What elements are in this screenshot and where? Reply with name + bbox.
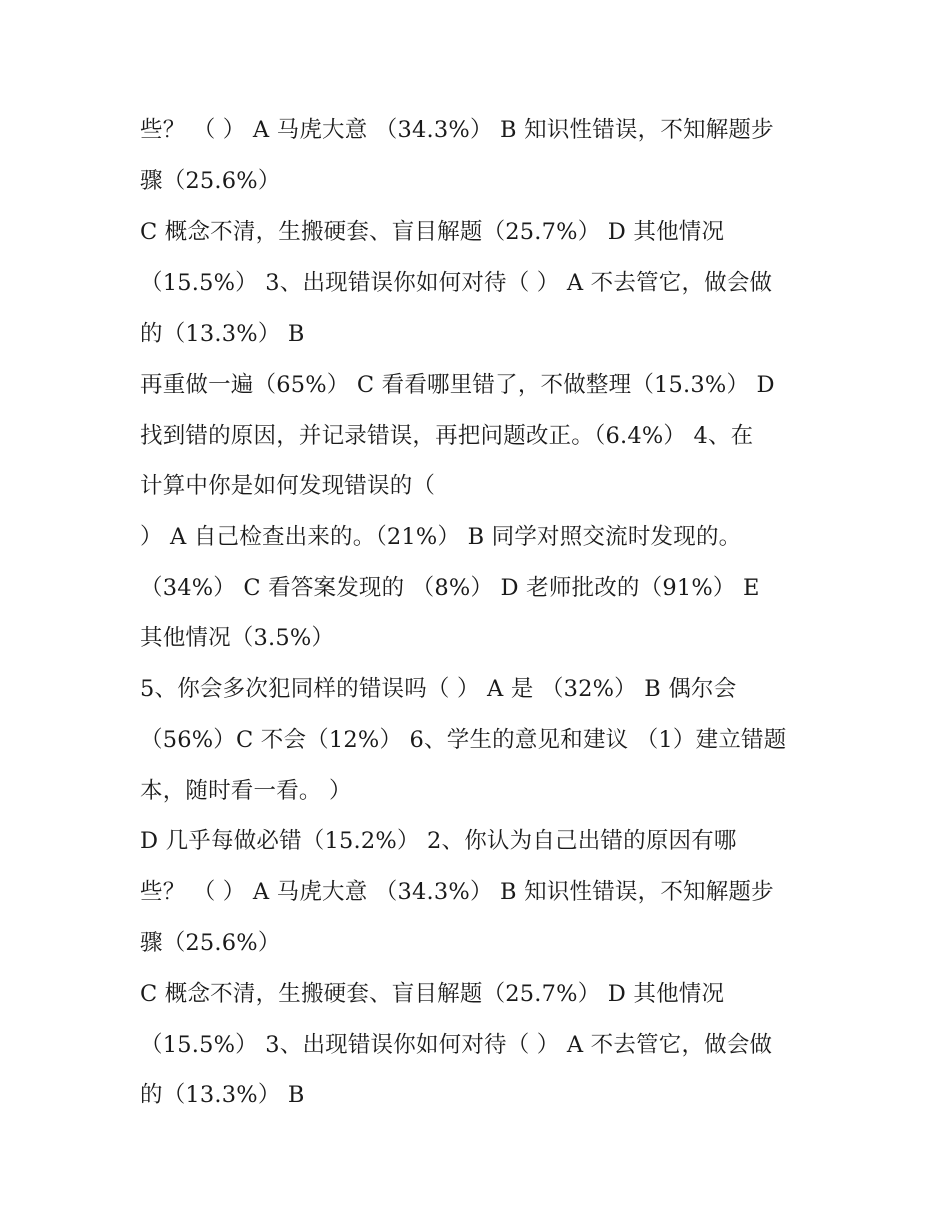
text-line: C 概念不清，生搬硬套、盲目解题（25.7%） D 其他情况 [140, 981, 725, 1007]
text-line: 的（13.3%） B [140, 321, 305, 347]
text-line: （34%） C 看答案发现的 （8%） D 老师批改的（91%） E [140, 575, 760, 601]
text-line: 5、你会多次犯同样的错误吗（ ） A 是 （32%） B 偶尔会 [140, 676, 737, 702]
text-line: 骤（25.6%） [140, 168, 281, 194]
text-line: （15.5%） 3、出现错误你如何对待（ ） A 不去管它，做会做 [140, 270, 773, 296]
text-line: 其他情况（3.5%） [140, 625, 335, 651]
text-line: 些？ （ ） A 马虎大意 （34.3%） B 知识性错误，不知解题步 [140, 879, 774, 905]
text-line: 找到错的原因，并记录错误，再把问题改正。（6.4%） 4、在 [140, 423, 754, 449]
text-line: 再重做一遍（65%） C 看看哪里错了，不做整理（15.3%） D [140, 372, 775, 398]
text-line: ） A 自己检查出来的。（21%） B 同学对照交流时发现的。 [140, 524, 742, 550]
text-line: D 几乎每做必错（15.2%） 2、你认为自己出错的原因有哪 [140, 828, 737, 854]
text-line: 的（13.3%） B [140, 1082, 305, 1108]
text-line: 骤（25.6%） [140, 930, 281, 956]
text-line: （15.5%） 3、出现错误你如何对待（ ） A 不去管它，做会做 [140, 1032, 773, 1058]
text-line: 本，随时看一看。 ） [140, 778, 352, 804]
text-line: （56%）C 不会（12%） 6、学生的意见和建议 （1）建立错题 [140, 727, 787, 753]
text-line: 计算中你是如何发现错误的（ [140, 473, 436, 499]
text-line: 些？ （ ） A 马虎大意 （34.3%） B 知识性错误，不知解题步 [140, 117, 774, 143]
text-line: C 概念不清，生搬硬套、盲目解题（25.7%） D 其他情况 [140, 219, 725, 245]
